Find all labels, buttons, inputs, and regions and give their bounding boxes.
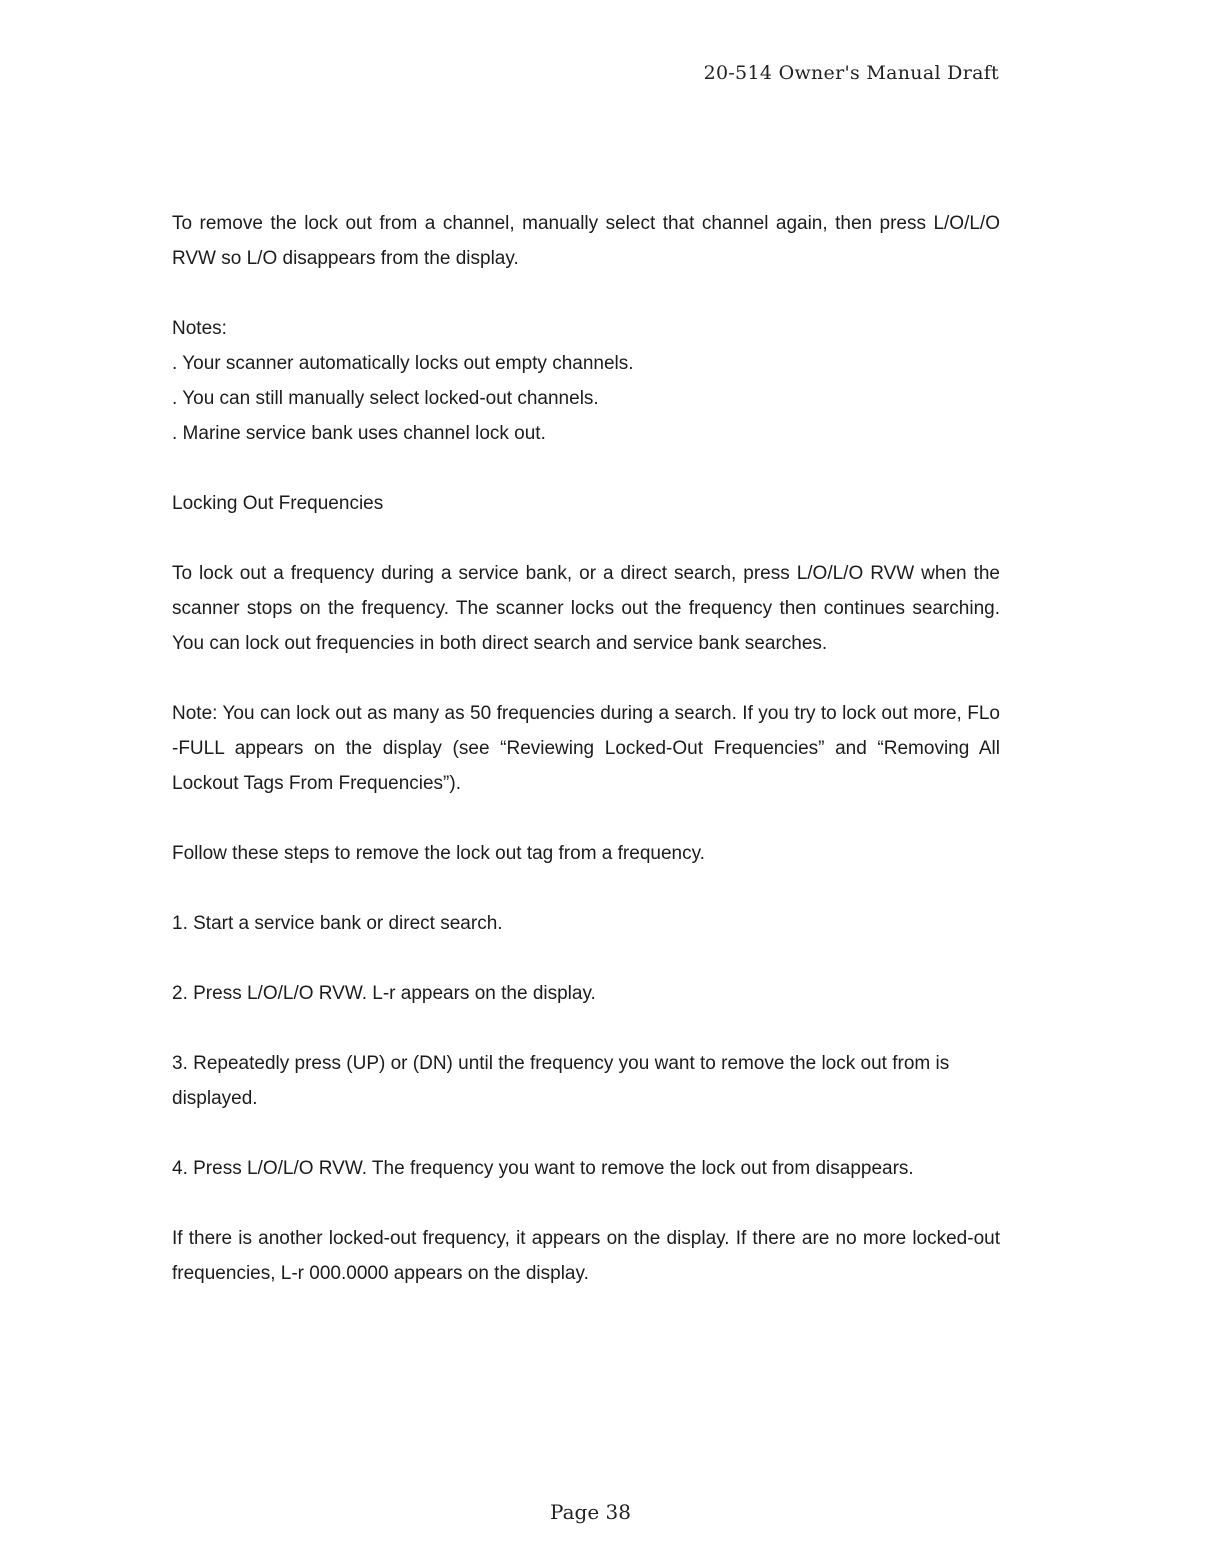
page-header-title: 20-514 Owner's Manual Draft: [703, 62, 999, 84]
step-item: 1. Start a service bank or direct search.: [172, 913, 503, 934]
notes-list: [172, 346, 1000, 451]
intro-paragraph: To remove the lock out from a channel, manually select that channel again, then press L/O/L/O RVW so L/O disappears from the display.: [172, 213, 1000, 269]
page-number: Page 38: [550, 1500, 631, 1524]
final-paragraph: If there is another locked-out frequency, it appears on the display. If there are no more locked-out frequencies, L-r 000.0000 appears on the display.: [172, 1228, 1000, 1284]
note-item: . Marine service bank uses channel lock out.: [172, 423, 546, 444]
section-subheading: Locking Out Frequencies: [172, 493, 384, 514]
note-item: . You can still manually select locked-out channels.: [172, 388, 599, 409]
note-paragraph: Note: You can lock out as many as 50 frequencies during a search. If you try to lock out more, FLo -FULL appears on the display (see “Reviewing Locked-Out Frequencies” and “Removing All Lockout Tags From Frequencies”).: [172, 703, 1000, 794]
step-item: 4. Press L/O/L/O RVW. The frequency you want to remove the lock out from disappears.: [172, 1158, 914, 1179]
step-item: 2. Press L/O/L/O RVW. L-r appears on the display.: [172, 983, 596, 1004]
steps-intro: Follow these steps to remove the lock out tag from a frequency.: [172, 843, 705, 864]
notes-heading: Notes:: [172, 318, 227, 339]
step-item: 3. Repeatedly press (UP) or (DN) until the frequency you want to remove the lock out from is displayed.: [172, 1053, 950, 1109]
document-body: [172, 206, 1000, 1291]
note-item: . Your scanner automatically locks out empty channels.: [172, 353, 634, 374]
lockout-paragraph: To lock out a frequency during a service bank, or a direct search, press L/O/L/O RVW when the scanner stops on the frequency. The scanner locks out the frequency then continues searching. You can lock out frequencies in both direct search and service bank searches.: [172, 563, 1000, 654]
